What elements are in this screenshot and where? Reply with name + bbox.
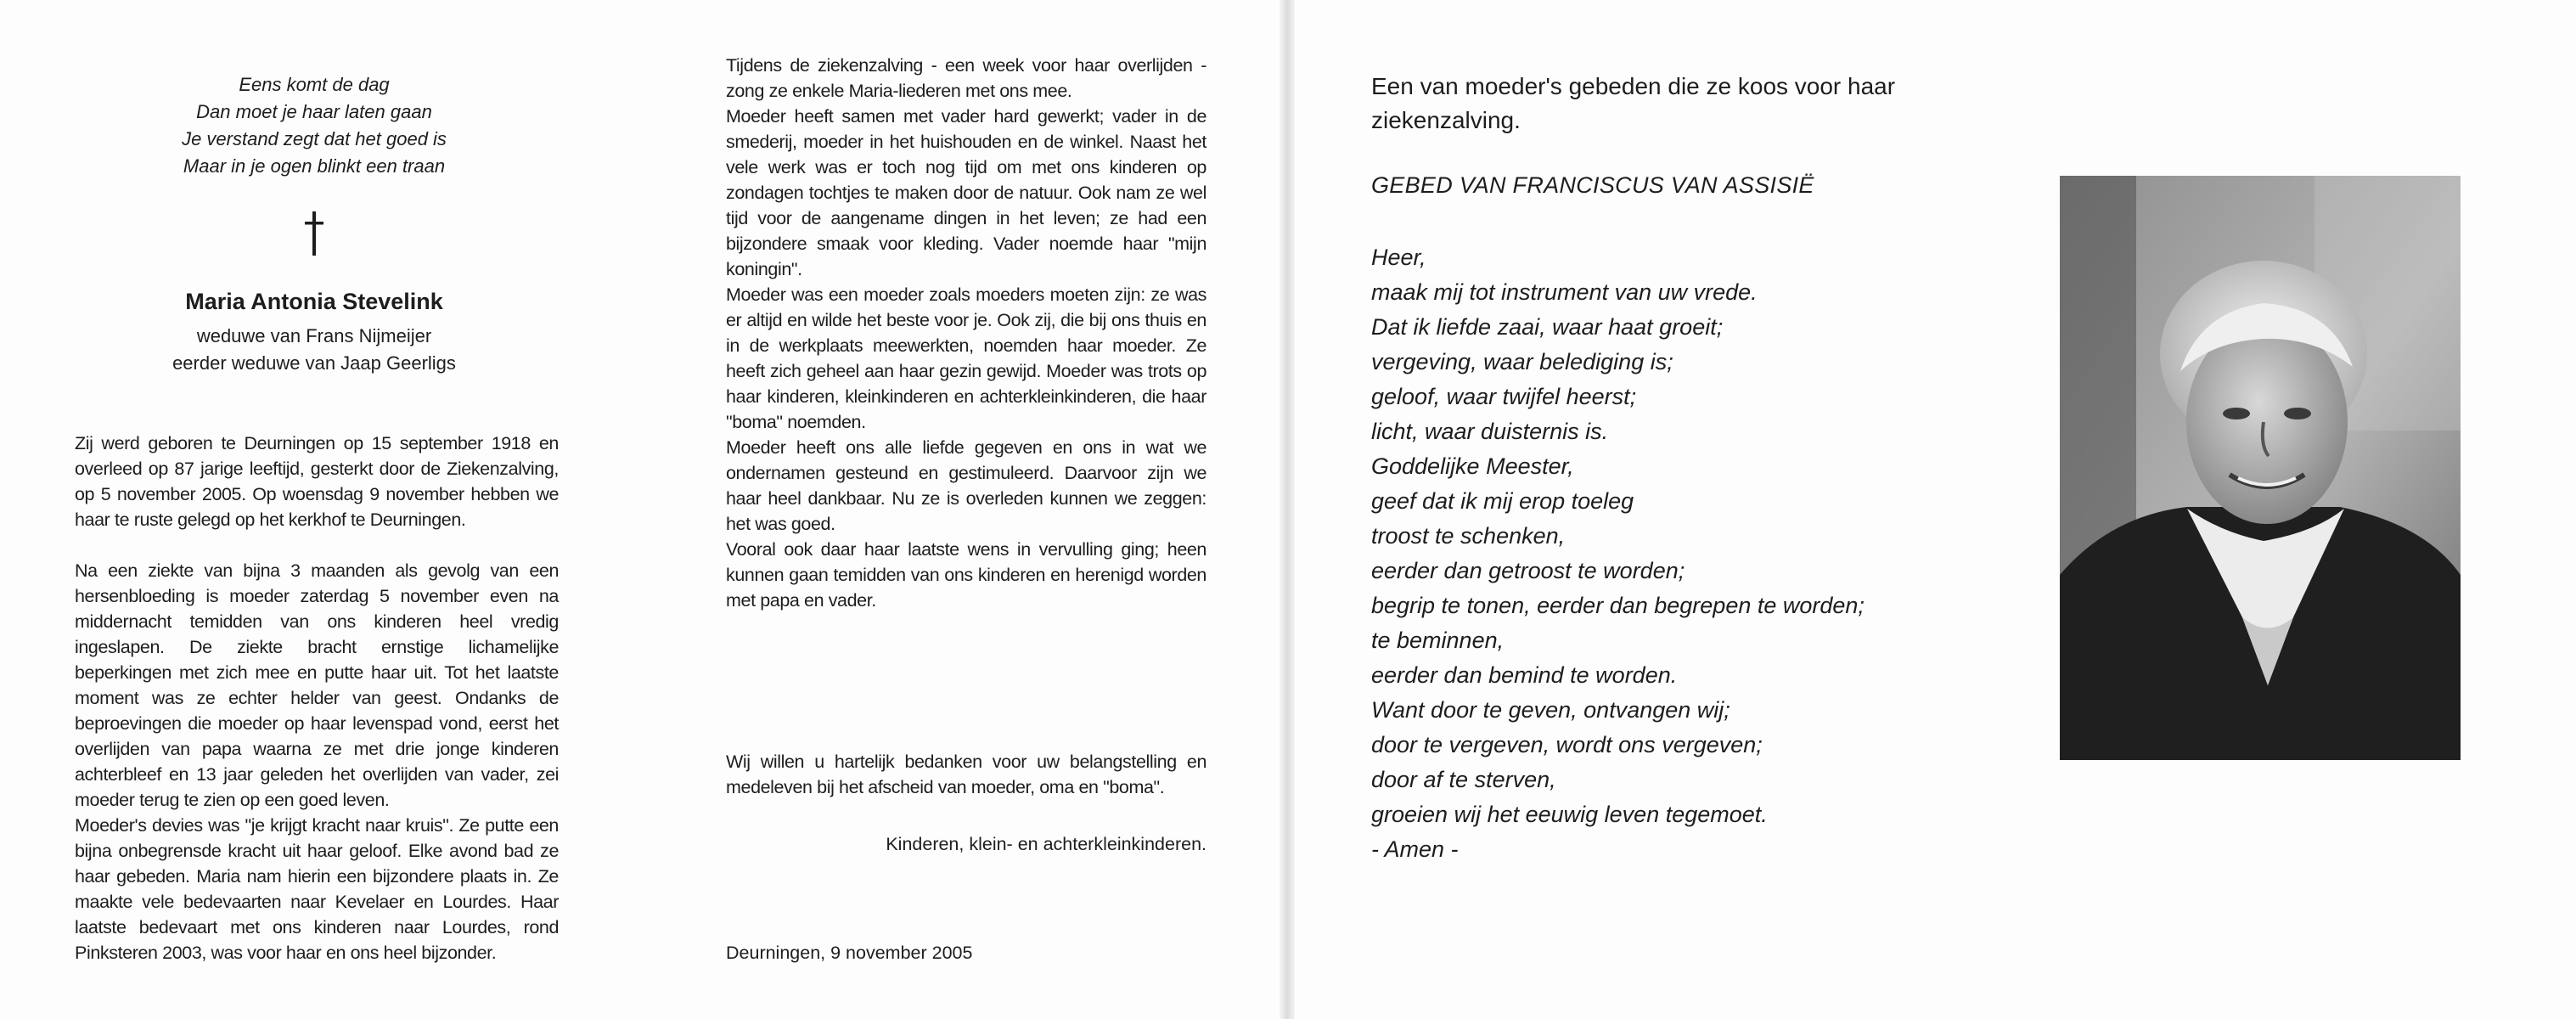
prayer-line: Heer, (1371, 245, 1426, 270)
widow-subtitle (127, 323, 501, 377)
portrait-photo (2060, 176, 2461, 760)
prayer-line: - Amen - (1371, 836, 1459, 862)
card-fold-divider (1280, 0, 1295, 1019)
prayer-line: groeien wij het eeuwig leven tegemoet. (1371, 802, 1768, 827)
place-date-line: Deurningen, 9 november 2005 (726, 943, 973, 963)
prayer-line: door te vergeven, wordt ons vergeven; (1371, 732, 1763, 757)
left-card-panel (0, 0, 1280, 1019)
prayer-line: geloof, waar twijfel heerst; (1371, 384, 1637, 409)
family-signoff: Kinderen, klein- en achterkleinkinderen. (886, 834, 1206, 854)
subtitle-line: weduwe van Frans Nijmeijer (196, 325, 432, 346)
deceased-name: Maria Antonia Stevelink (185, 289, 443, 314)
prayer-line: maak mij tot instrument van uw vrede. (1371, 279, 1758, 305)
prayer-line: geef dat ik mij erop toeleg (1371, 488, 1634, 514)
prayer-line: vergeving, waar belediging is; (1371, 349, 1673, 374)
prayer-intro: Een van moeder's gebeden die ze koos voor haar ziekenzalving. (1371, 73, 1896, 133)
cross-icon (293, 211, 335, 256)
prayer-line: Dat ik liefde zaai, waar haat groeit; (1371, 314, 1724, 340)
prayer-line: te beminnen, (1371, 628, 1505, 653)
prayer-line: Want door te geven, ontvangen wij; (1371, 697, 1730, 723)
memorial-poem (136, 71, 492, 180)
bio-paragraph: Moeder heeft samen met vader hard gewerkt; vader in de smederij, moeder in het huishouden en de winkel. Naast het vele werk was er toch nog tijd om met ons kinderen op zondagen tochtjes te maken door de natuur. Ook nam ze wel tijd voor de aangename dingen in het leven; ze had een bijzondere smaak voor kleding. Vader noemde haar "mijn koningin". (726, 106, 1206, 279)
right-card-panel (1295, 0, 2576, 1019)
biography-column-2 (726, 53, 1206, 613)
poem-line: Eens komt de dag (239, 74, 390, 95)
prayer-line: eerder dan bemind te worden. (1371, 662, 1678, 688)
bio-paragraph: Moeder's devies was "je krijgt kracht naar kruis". Ze putte een bijna onbegrensde kracht uit haar geloof. Elke avond bad ze haar gebeden. Maria nam hierin een bijzondere plaats in. Ze maakte vele bedevaarten naar Kevelaer en Lourdes. Haar laatste bedevaart met ons kinderen naar Lourdes, rond Pinksteren 2003, was voor haar en ons heel bijzonder. (75, 815, 559, 963)
bio-paragraph: Moeder heeft ons alle liefde gegeven en ons in wat we ondernamen gesteund en gestimuleerd. Daarvoor zijn we haar heel dankbaar. Nu ze is overleden kunnen we zeggen: het was goed. (726, 437, 1206, 534)
thank-you-note: Wij willen u hartelijk bedanken voor uw belangstelling en medeleven bij het afscheid van moeder, oma en "boma". (726, 752, 1206, 797)
prayer-line: licht, waar duisternis is. (1371, 419, 1609, 444)
prayer-line: door af te sterven, (1371, 767, 1556, 792)
prayer-line: Goddelijke Meester, (1371, 453, 1574, 479)
prayer-line: begrip te tonen, eerder dan begrepen te worden; (1371, 593, 1865, 618)
bio-paragraph: Zij werd geboren te Deurningen op 15 september 1918 en overleed op 87 jarige leeftijd, gesterkt door de Ziekenzalving, op 5 november 2005. Op woensdag 9 november hebben we haar te ruste gelegd op het kerkhof te Deurningen. (75, 433, 559, 530)
poem-line: Dan moet je haar laten gaan (196, 101, 432, 122)
biography-column-1 (75, 431, 559, 966)
bio-paragraph: Moeder was een moeder zoals moeders moeten zijn: ze was er altijd en wilde het beste voor je. Ook zij, die bij ons thuis en in de werkplaats meewerkten, noemden haar moeder. Ze heeft zich geheel aan haar gezin gewijd. Moeder was trots op haar kinderen, kleinkinderen en achterkleinkinderen, die haar "boma" noemden. (726, 284, 1206, 432)
poem-line: Je verstand zegt dat het goed is (182, 128, 447, 149)
prayer-title: GEBED VAN FRANCISCUS VAN ASSISIË (1371, 172, 1814, 198)
subtitle-line: eerder weduwe van Jaap Geerligs (172, 352, 456, 374)
poem-line: Maar in je ogen blinkt een traan (183, 155, 446, 177)
bio-paragraph: Na een ziekte van bijna 3 maanden als gevolg van een hersenbloeding is moeder zaterdag 5 november even na middernacht temidden van ons kinderen heel vredig ingeslapen. De ziekte bracht ernstige lichamelijke beperkingen met zich mee en putte haar uit. Tot het laatste moment was ze echter helder van geest. Ondanks de beproevingen die moeder op haar levenspad vond, eerst het overlijden van papa waarna ze met drie jonge kinderen achterbleef en 13 jaar geleden het overlijden van vader, zei moeder terug te zien op een goed leven. (75, 560, 559, 810)
bio-paragraph: Tijdens de ziekenzalving - een week voor haar overlijden - zong ze enkele Maria-liederen met ons mee. (726, 55, 1206, 101)
prayer-line: troost te schenken, (1371, 523, 1566, 549)
prayer-line: eerder dan getroost te worden; (1371, 558, 1685, 583)
bio-paragraph: Vooral ook daar haar laatste wens in vervulling ging; heen kunnen gaan temidden van ons kinderen en herenigd worden met papa en vader. (726, 539, 1206, 611)
prayer-text (1371, 240, 1865, 867)
